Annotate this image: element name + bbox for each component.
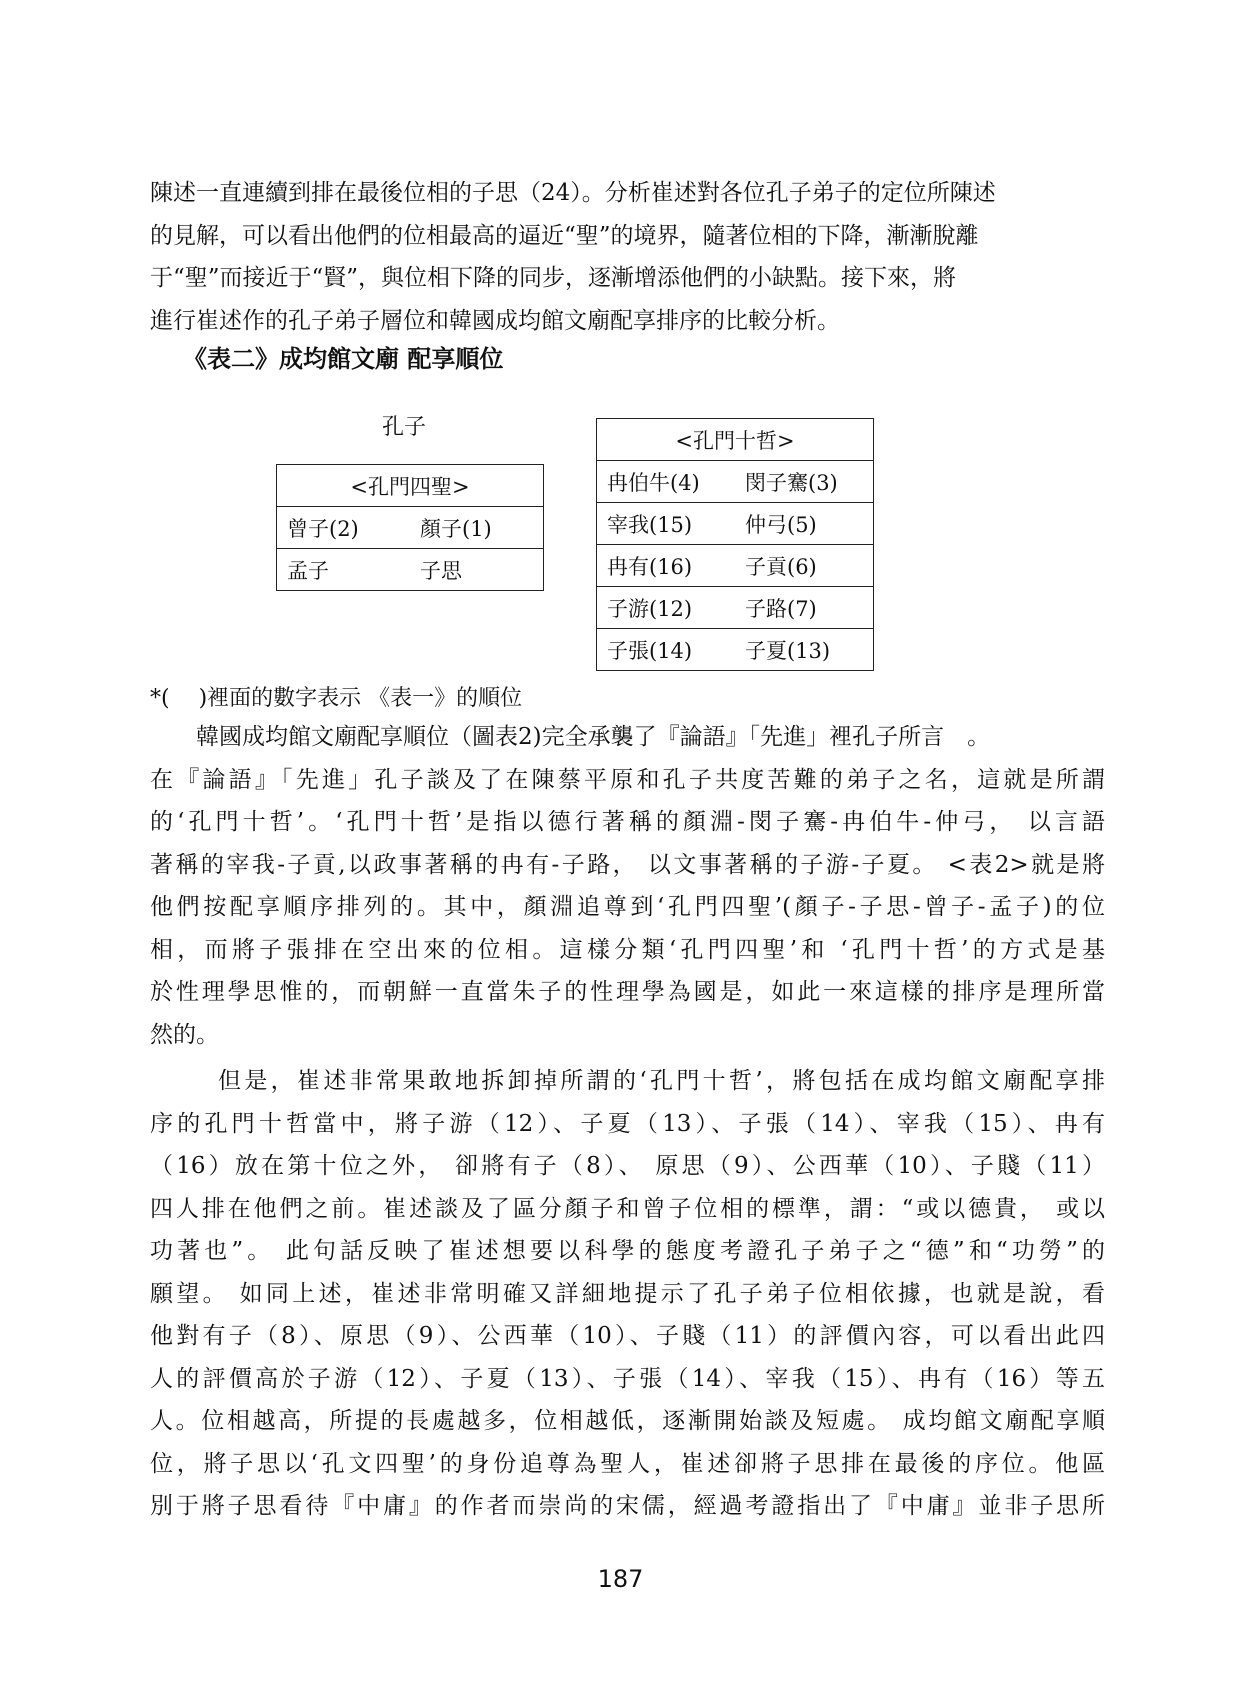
text-line: 但是，崔述非常果敢地拆卸掉所謂的‘孔門十哲’，將包括在成均館文廟配享排 [218,1068,1105,1094]
paragraph-intro [150,172,1105,342]
table-cell: 冉伯牛(4) [597,461,736,503]
text-line: 序的孔門十哲當中，將子游（12）、子夏（13）、子張（14）、宰我（15）、冉有 [150,1110,1105,1137]
table-cell: 子思 [410,549,544,591]
table-row [277,507,544,549]
table-cell: 冉有(16) [597,545,736,587]
text-line: 韓國成均館文廟配享順位（圖表2)完全承襲了『論語』「先進」裡孔子所言 。 [196,724,991,750]
table-header: <孔門四聖> [277,465,544,507]
text-line: 的見解，可以看出他們的位相最高的逼近“聖”的境界，隨著位相的下降，漸漸脫離 [150,222,979,249]
text-line: 他們按配享順序排列的。其中，顏淵追尊到‘孔門四聖’(顏子-子思-曾子-孟子)的位 [150,894,1105,920]
table-row [597,629,874,671]
table-header-row [277,465,544,507]
table-cell: 宰我(15) [597,503,736,545]
table-header-row [597,419,874,461]
text-line: （16）放在第十位之外， 卻將有子（8）、 原思（9）、公西華（10）、子賤（11） [150,1153,1105,1179]
text-line: 他對有子（8）、原思（9）、公西華（10）、子賤（11）的評價內容，可以看出此四 [150,1323,1105,1349]
table-cell: 子夏(13) [735,629,874,671]
text-line: 功著也”。 此句話反映了崔述想要以科學的態度考證孔子弟子之“德”和“功勞”的 [150,1238,1105,1264]
table-row [597,545,874,587]
table-cell: 曾子(2) [277,507,411,549]
text-line: 相，而將子張排在空出來的位相。這樣分類‘孔門四聖’和 ‘孔門十哲’的方式是基 [150,936,1105,963]
table-cell: 仲弓(5) [735,503,874,545]
table-row [277,549,544,591]
page-number: 187 [597,1565,644,1593]
text-line: 陳述一直連續到排在最後位相的子思（24）。分析崔述對各位孔子弟子的定位所陳述 [150,180,996,206]
table-cell: 子游(12) [597,587,736,629]
text-line: 於性理學思惟的，而朝鮮一直當朱子的性理學為國是，如此一來這樣的排序是理所當 [150,979,1105,1005]
text-line: 願望。 如同上述，崔述非常明確又詳細地提示了孔子弟子位相依據，也就是說，看 [150,1280,1105,1307]
table-cell: 子路(7) [735,587,874,629]
text-line: 然的。 [150,1021,219,1048]
table-cell: 子張(14) [597,629,736,671]
text-line: 的‘孔門十哲’。‘孔門十哲’是指以德行著稱的顏淵-閔子騫-冉伯牛-仲弓， 以言語 [150,809,1105,835]
text-line: 著稱的宰我-子貢,以政事著稱的冉有-子路， 以文事著稱的子游-子夏。 <表2>就是將 [150,851,1105,878]
text-line: 別于將子思看待『中庸』的作者而崇尚的宋儒，經過考證指出了『中庸』並非子思所 [150,1493,1105,1519]
table-cell: 子貢(6) [735,545,874,587]
text-line: 于“聖”而接近于“賢”，與位相下降的同步，逐漸增添他們的小缺點。接下來，將 [150,265,957,291]
paragraph-cui-shu [150,1060,1105,1528]
table-cell: 閔子騫(3) [735,461,874,503]
text-line: 進行崔述作的孔子弟子層位和韓國成均館文廟配享排序的比較分析。 [150,307,840,334]
text-line: 四人排在他們之前。崔述談及了區分顏子和曾子位相的標準，謂：“或以德貴， 或以 [150,1195,1105,1222]
table-row [597,503,874,545]
confucius-label: 孔子 [382,415,427,440]
table-note: *( )裡面的數字表示 《表一》的順位 [150,686,523,711]
ten-wise-table [596,418,874,671]
paragraph-ranking [150,716,1105,1056]
table-cell: 孟子 [277,549,411,591]
four-sages-table [276,464,544,591]
table-row [597,461,874,503]
text-line: 人。位相越高，所提的長處越多，位相越低，逐漸開始談及短處。 成均館文廟配享順 [150,1408,1105,1434]
text-line: 人的評價高於子游（12）、子夏（13）、子張（14）、宰我（15）、冉有（16）等五 [150,1365,1105,1392]
table-cell: 顏子(1) [410,507,544,549]
text-line: 在『論語』「先進」孔子談及了在陳蔡平原和孔子共度苦難的弟子之名，這就是所謂 [150,766,1105,793]
text-line: 位，將子思以‘孔文四聖’的身份追尊為聖人，崔述卻將子思排在最後的序位。他區 [150,1450,1105,1477]
table-caption: 《表二》成均館文廟 配享順位 [183,345,504,373]
table-row [597,587,874,629]
table-header: <孔門十哲> [597,419,874,461]
